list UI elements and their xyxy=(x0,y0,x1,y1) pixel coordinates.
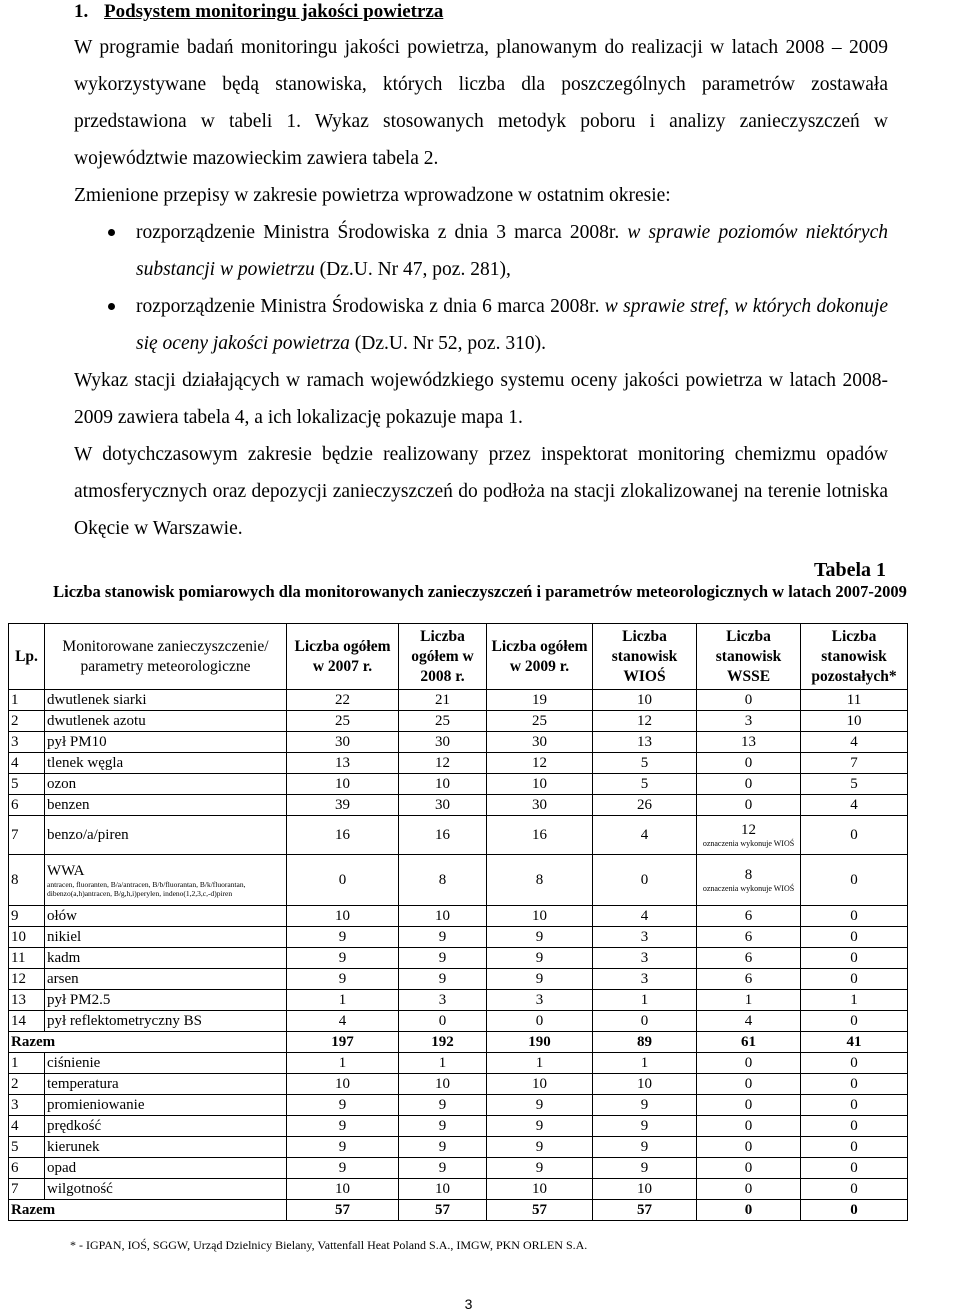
param-name: ozon xyxy=(47,775,77,792)
value-cell: 9 xyxy=(593,1158,697,1179)
value-cell: 0 xyxy=(399,1011,487,1032)
value-cell: 10 xyxy=(399,774,487,795)
table-row xyxy=(9,1116,908,1137)
lp-cell: 1 xyxy=(9,1053,45,1074)
value-cell: 57 xyxy=(399,1200,487,1221)
value-cell: 21 xyxy=(399,690,487,711)
value-cell: 6 xyxy=(697,948,801,969)
table-row xyxy=(9,948,908,969)
value-cell: 0 xyxy=(697,753,801,774)
value-cell: 9 xyxy=(399,1095,487,1116)
value-cell: 10 xyxy=(399,906,487,927)
value-cell: 10 xyxy=(593,1074,697,1095)
value-cell: 10 xyxy=(593,690,697,711)
value-cell: 9 xyxy=(399,1158,487,1179)
wsse-note: oznaczenia wykonuje WIOŚ xyxy=(702,883,795,893)
param-subnote: antracen, fluoranten, B/a/antracen, B/b/fluorantan, B/k/fluorantan, dibenzo(a,h)antracen, B/g,h,i)perylen, indeno(1,2,3,c,-d)piren xyxy=(47,879,246,898)
value-cell: 3 xyxy=(593,948,697,969)
param-name-cell xyxy=(45,753,287,774)
col-header-wios: Liczba stanowisk WIOŚ xyxy=(593,624,697,690)
table-caption: Liczba stanowisk pomiarowych dla monitorowanych zanieczyszczeń i parametrów meteorologicznych w latach 2007-2009 xyxy=(53,582,907,601)
col-header-wsse: Liczba stanowisk WSSE xyxy=(697,624,801,690)
param-name-cell xyxy=(45,1095,287,1116)
value-cell: 9 xyxy=(287,1158,399,1179)
value-cell: 10 xyxy=(287,906,399,927)
value-cell: 10 xyxy=(399,1179,487,1200)
value-cell: 10 xyxy=(287,1179,399,1200)
param-name-cell xyxy=(45,774,287,795)
table-row xyxy=(9,816,908,855)
param-name-cell xyxy=(45,1179,287,1200)
param-name: dwutlenek siarki xyxy=(47,691,147,708)
value-cell: 4 xyxy=(801,732,908,753)
lp-cell: 4 xyxy=(9,1116,45,1137)
value-cell: 12 oznaczenia wykonuje WIOŚ xyxy=(697,816,801,855)
value-cell: 9 xyxy=(593,1137,697,1158)
value-cell: 30 xyxy=(399,732,487,753)
param-name: kadm xyxy=(47,949,81,966)
value-cell: 1 xyxy=(593,1053,697,1074)
value-cell: 0 xyxy=(801,1011,908,1032)
total-row xyxy=(9,1032,908,1053)
value-cell: 0 xyxy=(697,1137,801,1158)
value-cell: 3 xyxy=(697,711,801,732)
lp-cell: 3 xyxy=(9,1095,45,1116)
value-cell: 7 xyxy=(801,753,908,774)
param-name-cell xyxy=(45,690,287,711)
value-cell: 9 xyxy=(399,948,487,969)
value-cell: 22 xyxy=(287,690,399,711)
value-cell: 0 xyxy=(697,1095,801,1116)
value-cell: 192 xyxy=(399,1032,487,1053)
lp-cell: 2 xyxy=(9,711,45,732)
value-cell: 1 xyxy=(801,990,908,1011)
param-name-cell xyxy=(45,732,287,753)
value-cell: 3 xyxy=(593,969,697,990)
value-cell: 0 xyxy=(801,1116,908,1137)
value-cell: 0 xyxy=(697,1200,801,1221)
value-cell: 6 xyxy=(697,927,801,948)
param-name: kierunek xyxy=(47,1138,100,1155)
value-cell: 0 xyxy=(697,774,801,795)
value-cell: 13 xyxy=(697,732,801,753)
value-cell: 0 xyxy=(697,1053,801,1074)
param-name: dwutlenek azotu xyxy=(47,712,146,729)
param-name: temperatura xyxy=(47,1075,119,1092)
table-row xyxy=(9,753,908,774)
value-cell: 10 xyxy=(593,1179,697,1200)
table-row xyxy=(9,1074,908,1095)
value-cell: 10 xyxy=(801,711,908,732)
value-cell: 10 xyxy=(487,1179,593,1200)
value-cell: 9 xyxy=(287,1137,399,1158)
param-name: tlenek węgla xyxy=(47,754,124,771)
value-cell: 0 xyxy=(287,855,399,906)
value-cell: 10 xyxy=(487,906,593,927)
section-number: 1. xyxy=(74,1,89,22)
value-cell: 10 xyxy=(287,1074,399,1095)
value-cell: 13 xyxy=(593,732,697,753)
value-cell: 9 xyxy=(287,1116,399,1137)
value-cell: 4 xyxy=(593,816,697,855)
value-cell: 0 xyxy=(801,1158,908,1179)
value-cell: 0 xyxy=(487,1011,593,1032)
lp-cell: 1 xyxy=(9,690,45,711)
table-row xyxy=(9,906,908,927)
lp-cell: 11 xyxy=(9,948,45,969)
bullet-icon xyxy=(108,229,115,236)
regulations-intro: Zmienione przepisy w zakresie powietrza wprowadzone w ostatnim okresie: xyxy=(74,185,671,206)
value-cell: 9 xyxy=(287,969,399,990)
value-cell: 13 xyxy=(287,753,399,774)
stations-table xyxy=(8,623,908,1221)
col-header-2007: Liczba ogółem w 2007 r. xyxy=(287,624,399,690)
page-number: 3 xyxy=(464,1296,473,1312)
table-footnote: * - IGPAN, IOŚ, SGGW, Urząd Dzielnicy Bielany, Vattenfall Heat Poland S.A., IMGW, PKN ORLEN S.A. xyxy=(70,1238,588,1252)
value-cell: 0 xyxy=(801,969,908,990)
value-cell: 9 xyxy=(487,927,593,948)
table-row xyxy=(9,990,908,1011)
wsse-note: oznaczenia wykonuje WIOŚ xyxy=(702,838,795,848)
value-cell: 1 xyxy=(487,1053,593,1074)
section-heading xyxy=(74,0,443,24)
param-name-cell xyxy=(45,969,287,990)
table-label: Tabela 1 xyxy=(813,559,886,581)
value-cell: 0 xyxy=(801,1179,908,1200)
total-row xyxy=(9,1200,908,1221)
value-cell: 0 xyxy=(593,1011,697,1032)
value-cell: 9 xyxy=(487,1158,593,1179)
regulations-list xyxy=(74,214,888,362)
value-cell: 12 xyxy=(399,753,487,774)
table-row xyxy=(9,795,908,816)
value-cell: 1 xyxy=(697,990,801,1011)
value-cell: 57 xyxy=(487,1200,593,1221)
col-header-param: Monitorowane zanieczyszczenie/ parametry meteorologiczne xyxy=(45,624,287,690)
value-cell: 0 xyxy=(801,816,908,855)
param-name-cell xyxy=(45,1137,287,1158)
value-cell: 25 xyxy=(287,711,399,732)
lp-cell: 10 xyxy=(9,927,45,948)
value-cell: 5 xyxy=(593,774,697,795)
param-name-cell xyxy=(45,1158,287,1179)
value-cell: 9 xyxy=(487,969,593,990)
lp-cell: 7 xyxy=(9,816,45,855)
value-cell: 25 xyxy=(487,711,593,732)
value-cell: 19 xyxy=(487,690,593,711)
value-cell: 1 xyxy=(399,1053,487,1074)
param-name-cell xyxy=(45,1053,287,1074)
value-cell: 9 xyxy=(593,1095,697,1116)
param-name-cell xyxy=(45,816,287,855)
param-name: pył PM10 xyxy=(47,733,107,750)
table-row xyxy=(9,732,908,753)
value-cell: 197 xyxy=(287,1032,399,1053)
value-cell: 30 xyxy=(487,795,593,816)
value-cell: 9 xyxy=(487,1095,593,1116)
col-header-lp: Lp. xyxy=(9,624,45,690)
param-name-cell xyxy=(45,990,287,1011)
lp-cell: 12 xyxy=(9,969,45,990)
param-name-cell xyxy=(45,1074,287,1095)
table-row xyxy=(9,1053,908,1074)
value-cell: 9 xyxy=(399,1137,487,1158)
param-name-cell xyxy=(45,1116,287,1137)
param-name-cell xyxy=(45,855,287,906)
value-cell: 3 xyxy=(593,927,697,948)
table-row xyxy=(9,690,908,711)
value-cell: 9 xyxy=(399,1116,487,1137)
param-name: nikiel xyxy=(47,928,82,945)
param-name: ołów xyxy=(47,907,77,924)
table-row xyxy=(9,969,908,990)
param-name-cell xyxy=(45,927,287,948)
value-cell: 9 xyxy=(593,1116,697,1137)
col-header-2009: Liczba ogółem w 2009 r. xyxy=(487,624,593,690)
lp-cell: 14 xyxy=(9,1011,45,1032)
intro-block xyxy=(74,29,888,547)
value-cell: 0 xyxy=(697,795,801,816)
value-cell: 41 xyxy=(801,1032,908,1053)
value-cell: 57 xyxy=(287,1200,399,1221)
value-cell: 0 xyxy=(801,1074,908,1095)
value-cell: 0 xyxy=(801,948,908,969)
value-cell: 9 xyxy=(287,948,399,969)
param-name: pył PM2.5 xyxy=(47,991,111,1008)
regulation-item: rozporządzenie Ministra Środowiska z dnia 6 marca 2008r. w sprawie stref, w których dokonuje się oceny jakości powietrza (Dz.U. Nr 52, poz. 310). xyxy=(74,288,888,362)
table-row xyxy=(9,927,908,948)
lp-cell: 4 xyxy=(9,753,45,774)
value-cell: 6 xyxy=(697,969,801,990)
col-header-2008: Liczba ogółem w 2008 r. xyxy=(399,624,487,690)
table-row xyxy=(9,1095,908,1116)
value-cell: 4 xyxy=(697,1011,801,1032)
param-name: WWA xyxy=(47,862,85,879)
value-cell: 8 xyxy=(487,855,593,906)
value-cell: 6 xyxy=(697,906,801,927)
total-label: Razem xyxy=(9,1032,287,1053)
value-cell: 30 xyxy=(487,732,593,753)
value-cell: 12 xyxy=(487,753,593,774)
param-name-cell xyxy=(45,948,287,969)
value-cell: 9 xyxy=(399,927,487,948)
lp-cell: 9 xyxy=(9,906,45,927)
value-cell: 10 xyxy=(287,774,399,795)
value-cell: 5 xyxy=(593,753,697,774)
param-name-cell xyxy=(45,795,287,816)
value-cell: 8 xyxy=(399,855,487,906)
value-cell: 190 xyxy=(487,1032,593,1053)
value-cell: 26 xyxy=(593,795,697,816)
value-cell: 9 xyxy=(287,1095,399,1116)
value-cell: 16 xyxy=(287,816,399,855)
lp-cell: 5 xyxy=(9,774,45,795)
value-cell: 89 xyxy=(593,1032,697,1053)
value-cell: 0 xyxy=(697,1116,801,1137)
lp-cell: 6 xyxy=(9,795,45,816)
value-cell: 25 xyxy=(399,711,487,732)
value-cell: 5 xyxy=(801,774,908,795)
value-cell: 0 xyxy=(801,927,908,948)
value-cell: 10 xyxy=(399,1074,487,1095)
table-row xyxy=(9,1137,908,1158)
param-name: benzen xyxy=(47,796,90,813)
table-body xyxy=(9,690,908,1221)
value-cell: 0 xyxy=(697,1179,801,1200)
value-cell: 0 xyxy=(593,855,697,906)
value-cell: 0 xyxy=(801,1200,908,1221)
value-cell: 4 xyxy=(593,906,697,927)
lp-cell: 3 xyxy=(9,732,45,753)
value-cell: 30 xyxy=(287,732,399,753)
value-cell: 0 xyxy=(801,1137,908,1158)
param-name-cell xyxy=(45,711,287,732)
value-cell: 8 oznaczenia wykonuje WIOŚ xyxy=(697,855,801,906)
lp-cell: 13 xyxy=(9,990,45,1011)
total-label: Razem xyxy=(9,1200,287,1221)
value-cell: 4 xyxy=(287,1011,399,1032)
value-cell: 30 xyxy=(399,795,487,816)
param-name-cell xyxy=(45,906,287,927)
value-cell: 11 xyxy=(801,690,908,711)
param-name: ciśnienie xyxy=(47,1054,101,1071)
table-row xyxy=(9,1011,908,1032)
regulation-item: rozporządzenie Ministra Środowiska z dnia 3 marca 2008r. w sprawie poziomów niektórych substancji w powietrzu (Dz.U. Nr 47, poz. 281), xyxy=(74,214,888,288)
col-header-other: Liczba stanowisk pozostałych* xyxy=(801,624,908,690)
value-cell: 39 xyxy=(287,795,399,816)
value-cell: 1 xyxy=(593,990,697,1011)
lp-cell: 5 xyxy=(9,1137,45,1158)
table-row xyxy=(9,1158,908,1179)
table-row xyxy=(9,711,908,732)
value-cell: 3 xyxy=(487,990,593,1011)
param-name: prędkość xyxy=(47,1117,102,1134)
value-cell: 0 xyxy=(697,1074,801,1095)
bullet-icon xyxy=(108,303,115,310)
value-cell: 1 xyxy=(287,1053,399,1074)
intro-paragraph: W programie badań monitoringu jakości powietrza, planowanym do realizacji w latach 2008 – 2009 wykorzystywane będą stanowiska, których liczba dla poszczególnych parametrów zostawała przedstawiona w tabeli 1. Wykaz stosowanych metodyk poboru i analizy zanieczyszczeń w województwie mazowieckim zawiera tabela 2. xyxy=(74,37,888,169)
lp-cell: 2 xyxy=(9,1074,45,1095)
value-cell: 9 xyxy=(487,948,593,969)
lp-cell: 6 xyxy=(9,1158,45,1179)
value-cell: 0 xyxy=(697,690,801,711)
param-name: opad xyxy=(47,1159,77,1176)
param-name: wilgotność xyxy=(47,1180,113,1197)
value-cell: 57 xyxy=(593,1200,697,1221)
param-name: promieniowanie xyxy=(47,1096,145,1113)
value-cell: 0 xyxy=(801,1095,908,1116)
value-cell: 9 xyxy=(287,927,399,948)
value-cell: 0 xyxy=(801,855,908,906)
deposition-paragraph: W dotychczasowym zakresie będzie realizowany przez inspektorat monitoring chemizmu opadów atmosferycznych oraz depozycji zanieczyszczeń do podłoża na stacji zlokalizowanej na terenie lotniska Okęcie w Warszawie. xyxy=(74,444,888,539)
param-name: benzo/a/piren xyxy=(47,826,129,843)
value-cell: 61 xyxy=(697,1032,801,1053)
value-cell: 16 xyxy=(399,816,487,855)
lp-cell: 7 xyxy=(9,1179,45,1200)
value-cell: 10 xyxy=(487,774,593,795)
value-cell: 9 xyxy=(487,1137,593,1158)
param-name: pył reflektometryczny BS xyxy=(47,1012,202,1029)
value-cell: 0 xyxy=(801,1053,908,1074)
value-cell: 0 xyxy=(801,906,908,927)
table-row xyxy=(9,1179,908,1200)
table-row xyxy=(9,855,908,906)
value-cell: 10 xyxy=(487,1074,593,1095)
stations-paragraph: Wykaz stacji działających w ramach wojewódzkiego systemu oceny jakości powietrza w latach 2008-2009 zawiera tabela 4, a ich lokalizację pokazuje mapa 1. xyxy=(74,370,888,428)
value-cell: 0 xyxy=(697,1158,801,1179)
lp-cell: 8 xyxy=(9,855,45,906)
section-title: Podsystem monitoringu jakości powietrza xyxy=(104,1,444,22)
param-name: arsen xyxy=(47,970,79,987)
value-cell: 1 xyxy=(287,990,399,1011)
value-cell: 3 xyxy=(399,990,487,1011)
value-cell: 12 xyxy=(593,711,697,732)
table-row xyxy=(9,774,908,795)
value-cell: 16 xyxy=(487,816,593,855)
param-name-cell xyxy=(45,1011,287,1032)
value-cell: 4 xyxy=(801,795,908,816)
value-cell: 9 xyxy=(487,1116,593,1137)
value-cell: 9 xyxy=(399,969,487,990)
